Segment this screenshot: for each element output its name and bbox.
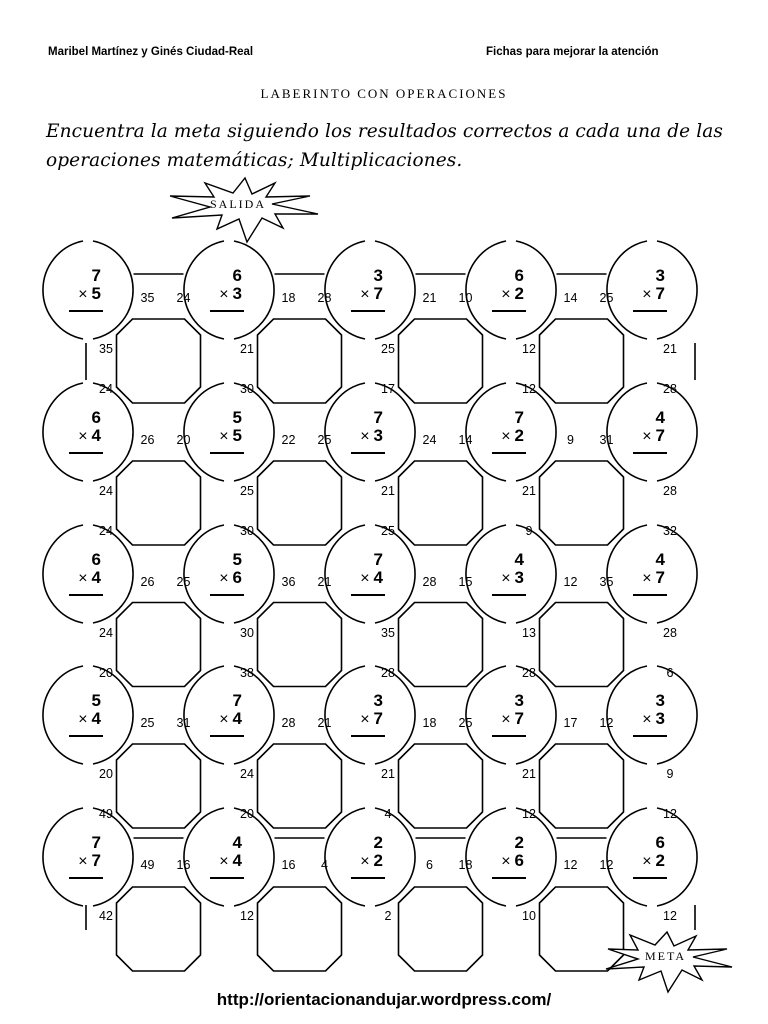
page-title: LABERINTO CON OPERACIONES: [260, 86, 508, 101]
multiplier: 4: [373, 568, 383, 587]
answer-option[interactable]: 28: [381, 666, 395, 680]
multiplier: 6: [514, 851, 524, 870]
result-line: [351, 310, 385, 312]
answer-option[interactable]: 31: [176, 716, 191, 730]
answer-option[interactable]: 25: [176, 575, 191, 589]
answer-option[interactable]: 28: [422, 575, 437, 589]
multiplier: 4: [232, 851, 242, 870]
multiplier-row: [78, 426, 101, 446]
multiplier-row: [642, 709, 665, 729]
answer-option[interactable]: 35: [99, 342, 113, 356]
multiplicand: 6: [232, 266, 242, 285]
answer-option[interactable]: 18: [422, 716, 437, 730]
answer-option[interactable]: 14: [563, 291, 578, 305]
multiplier-row: [501, 426, 524, 446]
times-sign: ×: [501, 286, 511, 303]
multiplicand: 6: [514, 266, 524, 285]
answer-option[interactable]: 38: [240, 666, 254, 680]
multiplicand: 7: [373, 550, 383, 569]
answer-option[interactable]: 24: [422, 433, 437, 447]
operation-cell[interactable]: [209, 693, 269, 753]
times-sign: ×: [78, 853, 88, 870]
times-sign: ×: [219, 428, 229, 445]
answer-option[interactable]: 6: [426, 858, 433, 872]
answer-option[interactable]: 12: [663, 909, 677, 923]
multiplier: 7: [91, 851, 101, 870]
answer-option[interactable]: 9: [666, 767, 674, 781]
multiplicand: 6: [91, 550, 101, 569]
times-sign: ×: [501, 570, 511, 587]
answer-option[interactable]: 26: [140, 575, 155, 589]
multiplier: 4: [91, 426, 101, 445]
times-sign: ×: [501, 711, 511, 728]
operation-cell[interactable]: [350, 410, 410, 470]
multiplicand: 5: [232, 550, 242, 569]
operation-cell[interactable]: [209, 835, 269, 895]
times-sign: ×: [501, 853, 511, 870]
multiplicand: 2: [514, 833, 524, 852]
result-line: [69, 594, 103, 596]
multiplier: 2: [514, 426, 524, 445]
times-sign: ×: [360, 711, 370, 728]
result-line: [633, 310, 667, 312]
operation-cell[interactable]: [350, 693, 410, 753]
answer-option[interactable]: 4: [321, 858, 328, 872]
operation-cell[interactable]: [209, 552, 269, 612]
result-line: [210, 877, 244, 879]
answer-option[interactable]: 35: [599, 575, 614, 589]
multiplicand: 4: [514, 550, 524, 569]
answer-option[interactable]: 31: [599, 433, 614, 447]
answer-option[interactable]: 21: [663, 342, 677, 356]
multiplier: 3: [232, 284, 242, 303]
answer-option[interactable]: 30: [240, 382, 254, 396]
times-sign: ×: [360, 853, 370, 870]
answer-option[interactable]: 25: [599, 291, 614, 305]
series-header: Fichas para mejorar la atención: [486, 46, 659, 58]
multiplicand: 2: [373, 833, 383, 852]
answer-option[interactable]: 20: [240, 807, 254, 821]
multiplier: 2: [514, 284, 524, 303]
operation-cell[interactable]: [632, 693, 692, 753]
answer-option[interactable]: 24: [99, 484, 113, 498]
multiplier-row: [360, 709, 383, 729]
multiplier-row: [78, 284, 101, 304]
authors-header: Maribel Martínez y Ginés Ciudad-Real: [48, 46, 254, 58]
end-label: META: [645, 949, 687, 963]
multiplier: 2: [655, 851, 665, 870]
answer-option[interactable]: 10: [458, 291, 473, 305]
multiplicand: 7: [373, 408, 383, 427]
operation-cell[interactable]: [632, 552, 692, 612]
times-sign: ×: [642, 428, 652, 445]
answer-option[interactable]: 12: [599, 858, 614, 872]
result-line: [633, 877, 667, 879]
multiplier-row: [642, 568, 665, 588]
answer-option[interactable]: 16: [176, 858, 191, 872]
times-sign: ×: [78, 428, 88, 445]
multiplicand: 3: [655, 266, 665, 285]
answer-option[interactable]: 28: [317, 291, 332, 305]
answer-option[interactable]: 10: [522, 909, 536, 923]
answer-option[interactable]: 20: [99, 767, 113, 781]
multiplier: 5: [232, 426, 242, 445]
multiplier: 4: [232, 709, 242, 728]
result-line: [492, 452, 526, 454]
operation-cell[interactable]: [632, 835, 692, 895]
answer-option[interactable]: 12: [663, 807, 677, 821]
answer-option[interactable]: 36: [281, 575, 296, 589]
answer-option[interactable]: 49: [99, 807, 113, 821]
answer-option[interactable]: 21: [522, 484, 536, 498]
multiplier: 7: [655, 568, 665, 587]
answer-option[interactable]: 24: [99, 524, 113, 538]
answer-option[interactable]: 21: [422, 291, 437, 305]
result-line: [210, 735, 244, 737]
answer-option[interactable]: 12: [563, 575, 578, 589]
times-sign: ×: [360, 428, 370, 445]
result-line: [69, 877, 103, 879]
multiplicand: 6: [655, 833, 665, 852]
multiplier-row: [360, 284, 383, 304]
operation-cell[interactable]: [68, 835, 128, 895]
multiplier-row: [219, 568, 242, 588]
result-line: [210, 452, 244, 454]
operation-cell[interactable]: [209, 268, 269, 328]
times-sign: ×: [219, 853, 229, 870]
answer-option[interactable]: 17: [381, 382, 395, 396]
operation-cell[interactable]: [491, 552, 551, 612]
instruction-line-2: operaciones matemáticas; Multiplicaciones.: [46, 150, 463, 171]
multiplicand: 4: [232, 833, 242, 852]
multiplier: 7: [373, 284, 383, 303]
answer-option[interactable]: 21: [317, 575, 332, 589]
answer-option[interactable]: 28: [663, 382, 677, 396]
result-line: [492, 594, 526, 596]
answer-option[interactable]: 24: [176, 291, 191, 305]
multiplicand: 7: [91, 833, 101, 852]
answer-option[interactable]: 28: [663, 484, 677, 498]
multiplier-row: [78, 709, 101, 729]
multiplicand: 4: [655, 408, 665, 427]
times-sign: ×: [219, 286, 229, 303]
answer-option[interactable]: 6: [666, 666, 674, 680]
multiplier-row: [360, 851, 383, 871]
operation-cell[interactable]: [350, 835, 410, 895]
answer-option[interactable]: 12: [522, 342, 536, 356]
operation-cell[interactable]: [632, 268, 692, 328]
result-line: [633, 735, 667, 737]
instruction-line-1: Encuentra la meta siguiendo los resultados correctos a cada una de las: [46, 121, 723, 142]
answer-option[interactable]: 9: [525, 524, 533, 538]
multiplicand: 3: [373, 691, 383, 710]
answer-option[interactable]: 20: [176, 433, 191, 447]
answer-option[interactable]: 18: [281, 291, 296, 305]
answer-option[interactable]: 21: [317, 716, 332, 730]
answer-option[interactable]: 24: [99, 382, 113, 396]
multiplier-row: [219, 709, 242, 729]
multiplier-row: [360, 568, 383, 588]
answer-option[interactable]: 18: [458, 858, 473, 872]
result-line: [351, 594, 385, 596]
times-sign: ×: [642, 286, 652, 303]
answer-option[interactable]: 25: [381, 342, 395, 356]
result-line: [69, 452, 103, 454]
multiplier-row: [501, 851, 524, 871]
answer-option[interactable]: 32: [663, 524, 677, 538]
answer-option[interactable]: 26: [140, 433, 155, 447]
answer-option[interactable]: 12: [522, 382, 536, 396]
multiplier: 7: [655, 284, 665, 303]
operation-cell[interactable]: [491, 693, 551, 753]
operation-cell[interactable]: [68, 268, 128, 328]
multiplier-row: [219, 851, 242, 871]
multiplier: 7: [655, 426, 665, 445]
answer-option[interactable]: 9: [567, 433, 574, 447]
multiplicand: 3: [373, 266, 383, 285]
multiplicand: 7: [514, 408, 524, 427]
answer-option[interactable]: 21: [381, 484, 395, 498]
answer-option[interactable]: 16: [281, 858, 296, 872]
answer-option[interactable]: 21: [381, 767, 395, 781]
multiplier: 4: [91, 568, 101, 587]
result-line: [351, 877, 385, 879]
operation-cell[interactable]: [632, 410, 692, 470]
multiplier-row: [219, 284, 242, 304]
answer-option[interactable]: 30: [240, 626, 254, 640]
operation-cell[interactable]: [68, 693, 128, 753]
answer-option[interactable]: 28: [522, 666, 536, 680]
times-sign: ×: [78, 711, 88, 728]
times-sign: ×: [78, 570, 88, 587]
operation-cell[interactable]: [491, 835, 551, 895]
result-line: [633, 594, 667, 596]
answer-option[interactable]: 14: [458, 433, 473, 447]
answer-option[interactable]: 28: [281, 716, 296, 730]
multiplier: 3: [373, 426, 383, 445]
result-line: [492, 877, 526, 879]
multiplier-row: [642, 426, 665, 446]
result-line: [210, 594, 244, 596]
operation-cell[interactable]: [350, 268, 410, 328]
answer-option[interactable]: 12: [563, 858, 578, 872]
answer-option[interactable]: 42: [99, 909, 113, 923]
answer-option[interactable]: 25: [140, 716, 155, 730]
operation-cell[interactable]: [68, 552, 128, 612]
answer-option[interactable]: 25: [381, 524, 395, 538]
answer-option[interactable]: 12: [599, 716, 614, 730]
multiplier-row: [219, 426, 242, 446]
result-line: [210, 310, 244, 312]
answer-option[interactable]: 25: [458, 716, 473, 730]
times-sign: ×: [501, 428, 511, 445]
times-sign: ×: [360, 286, 370, 303]
multiplier: 7: [514, 709, 524, 728]
answer-option[interactable]: 28: [663, 626, 677, 640]
answer-option[interactable]: 35: [381, 626, 395, 640]
times-sign: ×: [642, 853, 652, 870]
answer-option[interactable]: 21: [522, 767, 536, 781]
times-sign: ×: [642, 570, 652, 587]
times-sign: ×: [219, 570, 229, 587]
result-line: [351, 452, 385, 454]
multiplier-row: [501, 284, 524, 304]
times-sign: ×: [219, 711, 229, 728]
result-line: [492, 310, 526, 312]
multiplier-row: [360, 426, 383, 446]
operation-cell[interactable]: [209, 410, 269, 470]
result-line: [492, 735, 526, 737]
times-sign: ×: [642, 711, 652, 728]
answer-option[interactable]: 2: [384, 909, 392, 923]
result-line: [633, 452, 667, 454]
answer-option[interactable]: 12: [240, 909, 254, 923]
multiplicand: 6: [91, 408, 101, 427]
multiplicand: 3: [514, 691, 524, 710]
multiplicand: 5: [232, 408, 242, 427]
multiplier-row: [501, 568, 524, 588]
answer-option[interactable]: 17: [563, 716, 578, 730]
answer-option[interactable]: 20: [99, 666, 113, 680]
multiplicand: 4: [655, 550, 665, 569]
multiplicand: 7: [232, 691, 242, 710]
multiplier: 6: [232, 568, 242, 587]
multiplicand: 5: [91, 691, 101, 710]
operation-cell[interactable]: [350, 552, 410, 612]
answer-option[interactable]: 30: [240, 524, 254, 538]
answer-option[interactable]: 22: [281, 433, 296, 447]
operation-cell[interactable]: [491, 268, 551, 328]
result-line: [69, 310, 103, 312]
answer-option[interactable]: 13: [522, 626, 536, 640]
multiplier: 4: [91, 709, 101, 728]
times-sign: ×: [78, 286, 88, 303]
result-line: [351, 735, 385, 737]
footer-url[interactable]: http://orientacionandujar.wordpress.com/: [216, 990, 552, 1009]
multiplier: 2: [373, 851, 383, 870]
answer-option[interactable]: 4: [384, 807, 392, 821]
operation-cell[interactable]: [491, 410, 551, 470]
start-label: SALIDA: [210, 197, 266, 211]
multiplier-row: [642, 284, 665, 304]
multiplier-row: [642, 851, 665, 871]
answer-option[interactable]: 15: [458, 575, 473, 589]
answer-option[interactable]: 21: [240, 342, 254, 356]
answer-option[interactable]: 24: [99, 626, 113, 640]
answer-option[interactable]: 12: [522, 807, 536, 821]
multiplier-row: [78, 568, 101, 588]
answer-option[interactable]: 35: [140, 291, 155, 305]
multiplier: 5: [91, 284, 101, 303]
multiplier-row: [501, 709, 524, 729]
multiplier-row: [78, 851, 101, 871]
times-sign: ×: [360, 570, 370, 587]
multiplicand: 3: [655, 691, 665, 710]
multiplier: 3: [514, 568, 524, 587]
multiplier: 7: [373, 709, 383, 728]
multiplicand: 7: [91, 266, 101, 285]
answer-option[interactable]: 25: [317, 433, 332, 447]
answer-option[interactable]: 24: [240, 767, 254, 781]
operation-cell[interactable]: [68, 410, 128, 470]
answer-option[interactable]: 49: [140, 858, 155, 872]
multiplier: 3: [655, 709, 665, 728]
result-line: [69, 735, 103, 737]
answer-option[interactable]: 25: [240, 484, 254, 498]
